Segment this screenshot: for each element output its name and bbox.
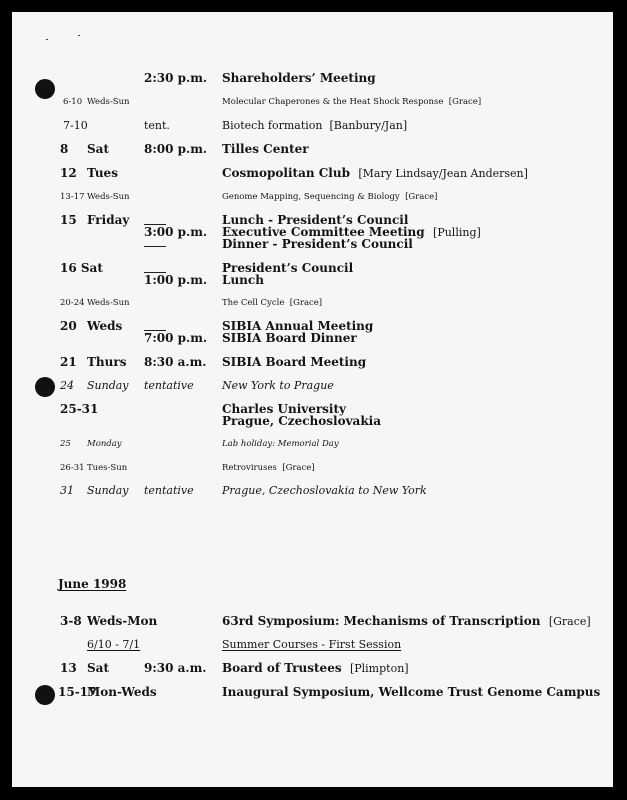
- day: Weds: [87, 319, 123, 333]
- date: 16 Sat: [60, 261, 103, 275]
- time: tent.: [144, 119, 170, 132]
- date: 25-31: [60, 402, 99, 416]
- time: 8:30 a.m.: [144, 355, 207, 369]
- date: 31: [60, 484, 74, 497]
- day: Weds-Sun: [87, 192, 130, 202]
- event: Molecular Chaperones & the Heat Shock Response [Grace]: [222, 97, 482, 107]
- event: SIBIA Annual Meeting: [222, 319, 374, 333]
- event: Lunch - President’s Council: [222, 213, 409, 227]
- event: Shareholders’ Meeting: [222, 71, 376, 85]
- day: Tues: [87, 166, 118, 180]
- date: 15-17: [58, 685, 97, 699]
- day: Sat: [87, 142, 109, 156]
- paper-speck: [46, 39, 48, 40]
- time: 2:30 p.m.: [144, 71, 208, 85]
- event: 63rd Symposium: Mechanisms of Transcription [Grace]: [222, 614, 591, 628]
- date: 13: [60, 661, 77, 675]
- date: 24: [60, 379, 74, 392]
- date: 25: [60, 439, 71, 449]
- day: Weds-Mon: [87, 614, 158, 628]
- event: Genome Mapping, Sequencing & Biology [Grace]: [222, 192, 438, 202]
- date: 12: [60, 166, 77, 180]
- month-heading: June 1998: [58, 577, 127, 591]
- day: Weds-Sun: [87, 298, 130, 308]
- date: 21: [60, 355, 77, 369]
- event: New York to Prague: [222, 379, 334, 392]
- time: 9:30 a.m.: [144, 661, 207, 675]
- event: Prague, Czechoslovakia: [222, 414, 381, 428]
- time: 8:00 p.m.: [144, 142, 208, 156]
- event: Dinner - President’s Council: [222, 237, 413, 251]
- day: Sat: [87, 661, 109, 675]
- event: Inaugural Symposium, Wellcome Trust Genome Campus: [222, 685, 601, 699]
- event: Lunch: [222, 273, 264, 287]
- event: Executive Committee Meeting [Pulling]: [222, 225, 481, 239]
- date: 13-17: [60, 192, 85, 202]
- event: Board of Trustees [Plimpton]: [222, 661, 409, 675]
- time: 3:00 p.m.: [144, 225, 208, 239]
- date: 15: [60, 213, 77, 227]
- day: Sunday: [87, 379, 129, 392]
- time: 1:00 p.m.: [144, 273, 208, 287]
- day: Mon-Weds: [87, 685, 157, 699]
- date: 8: [60, 142, 69, 156]
- day: Sunday: [87, 484, 129, 497]
- punch-hole: [35, 377, 55, 397]
- event: Lab holiday: Memorial Day: [222, 439, 339, 449]
- paper-speck: [78, 35, 80, 36]
- event: Summer Courses - First Session: [222, 638, 402, 651]
- date: 7-10: [63, 119, 88, 132]
- event: Cosmopolitan Club [Mary Lindsay/Jean Andersen]: [222, 166, 528, 180]
- day: Monday: [87, 439, 122, 449]
- date: 6-10: [63, 97, 83, 107]
- event: Prague, Czechoslovakia to New York: [222, 484, 427, 497]
- time: tentative: [144, 379, 194, 392]
- day: Friday: [87, 213, 130, 227]
- event: Biotech formation [Banbury/Jan]: [222, 119, 408, 132]
- event: Charles University: [222, 402, 347, 416]
- date: 26-31: [60, 463, 85, 473]
- event: The Cell Cycle [Grace]: [222, 298, 323, 308]
- event: Retroviruses [Grace]: [222, 463, 315, 473]
- date: 20-24: [60, 298, 85, 308]
- event: SIBIA Board Dinner: [222, 331, 357, 345]
- blank-line: [144, 246, 166, 247]
- date: 6/10 - 7/1: [87, 638, 141, 651]
- day: Weds-Sun: [87, 97, 130, 107]
- date: 20: [60, 319, 77, 333]
- time: 7:00 p.m.: [144, 331, 208, 345]
- punch-hole: [35, 685, 55, 705]
- time: tentative: [144, 484, 194, 497]
- document-page: [12, 12, 613, 787]
- day: Thurs: [87, 355, 127, 369]
- day: Tues-Sun: [87, 463, 128, 473]
- event: President’s Council: [222, 261, 354, 275]
- punch-hole: [35, 79, 55, 99]
- event: SIBIA Board Meeting: [222, 355, 367, 369]
- event: Tilles Center: [222, 142, 309, 156]
- date: 3-8: [60, 614, 82, 628]
